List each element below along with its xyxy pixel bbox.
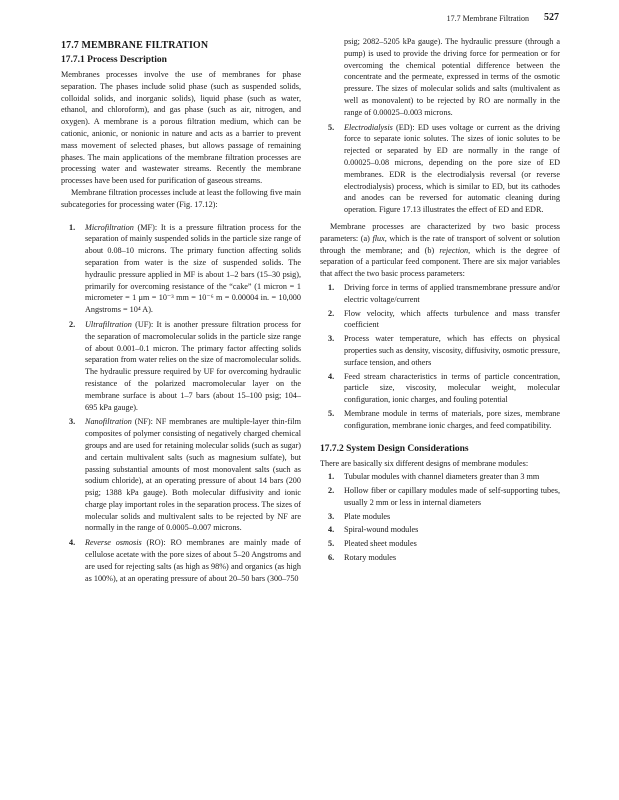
list-item-text: (MF): It is a pressure filtration process for the separation of mainly suspended solids in the particle size range of about 0.08–10 microns. The primary function affecting solids separation from water is the size of suspended solids. The hydraulic pressure applied in MF is about 1–2 bars (15–30 psig), primarily for overcoming resistance of the “cake” (1 micron = 1 micrometer = 1 μm = 10⁻³ mm = 10⁻⁶ m = 0.00004 in. = 10,000 Angstroms = 10⁴ A). [85, 222, 301, 315]
subcategories-list-continued [320, 36, 560, 216]
list-item [61, 319, 301, 413]
list-item-number: 3. [69, 417, 76, 427]
list-item-text: psig; 2082–5205 kPa gauge). The hydraulic pressure (through a pump) is used to provide the driving force for permeation or for overcoming the chemical potential difference between the concentrate and the permeate, expressed in terms of the osmotic pressure. The sizes of molecular solids and salts (multivalent as well as monovalent) to be rejected by RO are normally in the range of 0.00025–0.003 microns. [344, 37, 560, 117]
list-item [320, 552, 560, 564]
params-text-1: Membrane processes are characterized by two basic process parameters: (a) [320, 221, 560, 243]
list-item-text: (ED): ED uses voltage or current as the driving force to separate ionic solutes. The sizes of ionic solutes to be rejected or separated by ED are normally in the range of 0.00025–0.08 microns, depending on the pore size of ED membranes. EDR is the electrodialysis reversal (or reverse electrodialysis) process, which is similar to ED, but its cathodes and anodes can be reversed for automatic cleaning during operation. Figure 17.13 illustrates the effect of ED and EDR. [344, 122, 560, 215]
list-item-number: 1. [328, 472, 335, 482]
list-item-text: Rotary modules [344, 553, 397, 563]
list-item [61, 416, 301, 534]
list-item-number: 3. [328, 511, 335, 521]
list-item-number: 5. [328, 122, 335, 132]
list-item-number: 2. [328, 486, 335, 496]
list-item-number: 1. [328, 282, 335, 292]
list-item-term: Electrodialysis [344, 122, 393, 132]
list-item [320, 333, 560, 368]
list-item-number: 3. [328, 334, 335, 344]
list-item [320, 538, 560, 550]
list-item [320, 485, 560, 509]
list-item-continuation [320, 36, 560, 119]
running-head-title: 17.7 Membrane Filtration [446, 14, 529, 23]
list-item-text: Process water temperature, which has effects on physical properties such as density, viscosity, diffusivity, osmotic pressure, surface tension, and others [344, 334, 560, 367]
list-item-text: Spiral-wound modules [344, 525, 419, 535]
page-number: 527 [544, 12, 559, 23]
list-item-number: 4. [328, 371, 335, 381]
right-column [320, 36, 560, 564]
subsection-heading-process-description: 17.7.1 Process Description [61, 55, 167, 65]
params-term-rejection: rejection [439, 245, 469, 255]
list-item [320, 282, 560, 306]
list-item-number: 1. [69, 222, 76, 232]
section-heading: 17.7 MEMBRANE FILTRATION [61, 40, 209, 51]
subcategories-list [61, 222, 301, 585]
params-text-3: , which is the degree of separation of a particular feed component. There are six major variables that affect the two basic process parameters: [320, 245, 560, 279]
list-item-number: 2. [328, 308, 335, 318]
design-intro-paragraph: There are basically six different designs of membrane modules: [320, 458, 529, 468]
list-item-text: Tubular modules with channel diameters greater than 3 mm [344, 472, 540, 482]
intro-paragraph: Membranes processes involve the use of membranes for phase separation. The phases include solid phase (such as suspended solids, colloidal solids, and inorganic solids), liquid phase (such as water, ethanol, and chloroform), and gas phase (such as air, nitrogen, and oxygen). A membrane is a porous filtration medium, which can be cationic, anionic, or nonionic in nature and acts as a barrier to prevent mass movement of selected phases, but allows passage of remaining phases. The main applications of the membrane filtration processes are processing water and wastewater streams. Recently the membrane processes have been used for purification of gaseous streams. [61, 70, 301, 186]
list-item-text: Plate modules [344, 511, 391, 521]
list-item-number: 6. [328, 553, 335, 563]
list-item-text: Hollow fiber or capillary modules made of self-supporting tubes, usually 2 mm or less in internal diameters [344, 486, 560, 507]
list-item-term: Ultrafiltration [85, 319, 132, 329]
list-item-text: Flow velocity, which affects turbulence and mass transfer coefficient [344, 308, 560, 330]
subcategories-intro-paragraph: Membrane filtration processes include at least the following five main subcategories for processing water (Fig. 17.12): [61, 187, 301, 209]
list-item [320, 308, 560, 332]
running-head [60, 12, 559, 28]
list-item-term: Reverse osmosis [85, 538, 142, 548]
list-item [320, 524, 560, 536]
list-item [320, 471, 560, 483]
list-item [61, 537, 301, 584]
left-column [61, 36, 301, 584]
list-item-number: 4. [69, 538, 76, 548]
subsection-heading-system-design: 17.7.2 System Design Considerations [320, 443, 469, 454]
list-item-term: Nanofiltration [85, 417, 132, 427]
variables-list [320, 282, 560, 432]
list-item-text: (NF): NF membranes are multiple-layer thin-film composites of polymer consisting of negatively charged chemical groups and are used for retaining molecular solids (such as sugar) and certain multivalent salts (such as magnesium sulfate), but passing substantial amounts of most monovalent salts (such as sodium chloride), at an operating pressure of about 14 bars (200 psig; 1388 kPa gauge). Both molecular diffusivity and ionic charge play important roles in the separation process. The sizes of molecular solids and multivalent salts to be rejected by NF are normally in the range of 0.0005–0.007 microns. [85, 417, 301, 533]
process-parameters-paragraph [320, 221, 560, 280]
list-item [61, 222, 301, 316]
list-item-text: Feed stream characteristics in terms of particle concentration, particle size, viscosity, molecular weight, molecular configuration, ionic charges, and fouling potential [344, 371, 560, 405]
list-item-number: 2. [69, 319, 76, 329]
list-item [320, 371, 560, 406]
list-item-number: 5. [328, 539, 335, 549]
params-term-flux: flux [372, 233, 385, 243]
list-item-number: 4. [328, 525, 335, 535]
list-item [320, 122, 560, 216]
list-item-text: Driving force in terms of applied transmembrane pressure and/or electric voltage/current [344, 282, 560, 304]
list-item [320, 408, 560, 432]
list-item [320, 511, 560, 523]
designs-list [320, 471, 560, 564]
list-item-number: 5. [328, 408, 335, 418]
list-item-text: (RO): RO membranes are mainly made of cellulose acetate with the pore sizes of about 5–20 Angstroms and are used for rejecting salts (as high as 98%) and organics (as high as 100%), at an operating pressure of about 20–50 bars (300–750 [85, 538, 302, 583]
list-item-text: Pleated sheet modules [344, 539, 417, 549]
list-item-term: Microfiltration [85, 222, 134, 232]
list-item-text: (UF): It is another pressure filtration process for the separation of macromolecular solids in the particle size range of about 0.001–0.1 micron. The primary factor affecting solids separation from water relies on the size of macromolecular solids. The hydraulic pressure required by UF for overcoming hydraulic resistance of the polarized macromolecular layer on the membrane surface is about 1–7 bars (about 15–100 psig; 104–695 kPa gauge). [85, 319, 301, 412]
list-item-text: Membrane module in terms of materials, pore sizes, membrane configuration, membrane ionic charges, and feed compatibility. [344, 408, 560, 430]
params-text-2: , which is the rate of transport of solvent or solution through the membrane; and (b) [320, 233, 560, 255]
